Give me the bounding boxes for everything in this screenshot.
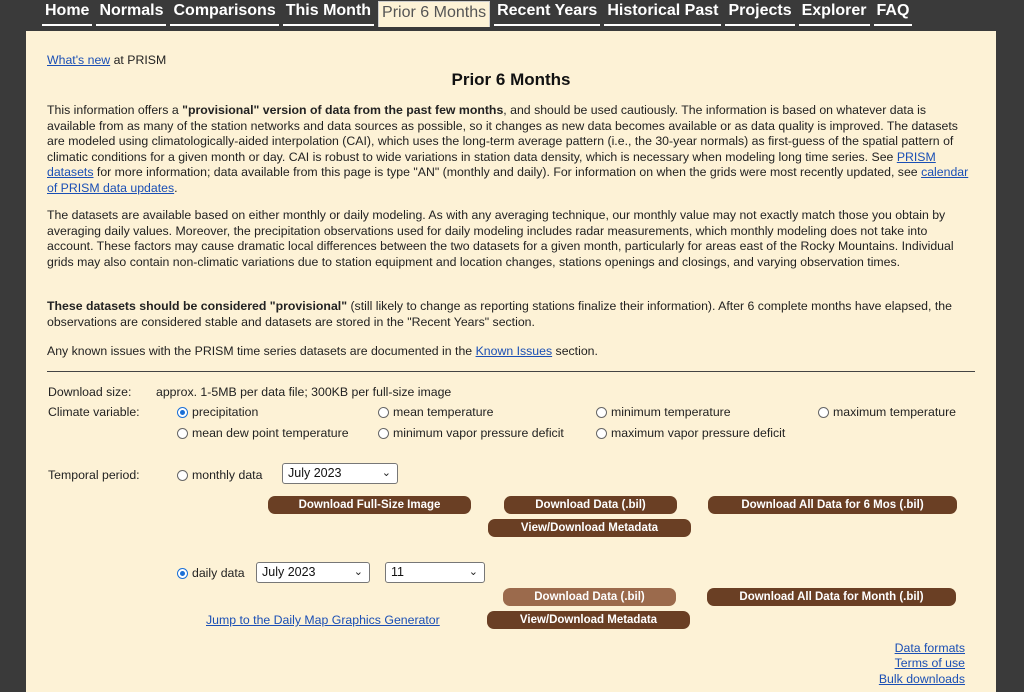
temporal-period-label: Temporal period: <box>48 468 140 482</box>
radio-monthly-data[interactable] <box>177 468 262 482</box>
select-value: July 2023 <box>288 466 342 480</box>
provisional-bold: These datasets should be considered "provisional" <box>47 299 348 313</box>
radio-label: daily data <box>192 566 245 580</box>
known-issues-text-1: Any known issues with the PRISM time series datasets are documented in the <box>47 344 476 358</box>
radio-dot-selected[interactable] <box>177 568 188 579</box>
radio-daily-data[interactable] <box>177 566 245 580</box>
download-all-6-mos-button[interactable]: Download All Data for 6 Mos (.bil) <box>708 496 957 514</box>
daily-map-generator-link[interactable]: Jump to the Daily Map Graphics Generator <box>206 613 440 627</box>
intro-text-4: . <box>174 180 178 195</box>
download-size-value: approx. 1-5MB per data file; 300KB per full-size image <box>156 385 452 399</box>
radio-label: mean temperature <box>393 405 494 419</box>
radio-mean-dew-point[interactable] <box>177 426 349 440</box>
radio-label: minimum temperature <box>611 405 731 419</box>
download-all-month-button[interactable]: Download All Data for Month (.bil) <box>707 588 956 606</box>
tab-projects[interactable]: Projects <box>725 0 794 26</box>
modeling-paragraph: The datasets are available based on either monthly or daily modeling. As with any averaging technique, our monthly value may not exactly match those you obtain by averaging daily values. Moreover, the precipitation observations used for daily modeling includes radar measurements, which monthly modeling does not take into account. These factors may cause dramatic local differences between the two datasets for a given month, particularly for areas east of the Rocky Mountains. Individual grids may also contain non-climatic variations due to station equipment and location changes, stations openings and closings, and varying observation times. <box>47 208 954 269</box>
radio-label: mean dew point temperature <box>192 426 349 440</box>
monthly-metadata-button[interactable]: View/Download Metadata <box>488 519 691 537</box>
radio-precipitation[interactable] <box>177 405 258 419</box>
monthly-month-select[interactable] <box>282 463 398 484</box>
provisional-paragraph <box>47 299 977 330</box>
radio-dot[interactable] <box>378 428 389 439</box>
tab-prior-6-months[interactable]: Prior 6 Months <box>378 1 490 27</box>
divider <box>47 371 975 372</box>
chevron-down-icon: ⌄ <box>353 566 363 578</box>
radio-max-vpd[interactable] <box>596 426 785 440</box>
top-nav-tabs <box>42 0 982 30</box>
intro-text-3: for more information; data available from this page is type "AN" (monthly and daily). For information on when the grids were most recently updated, see <box>93 165 922 179</box>
whats-new-line <box>47 53 166 67</box>
tab-this-month[interactable]: This Month <box>283 0 374 26</box>
chevron-down-icon: ⌄ <box>468 566 478 578</box>
download-full-size-image-button[interactable]: Download Full-Size Image <box>268 496 471 514</box>
radio-minimum-temperature[interactable] <box>596 405 731 419</box>
page-title: Prior 6 Months <box>451 70 571 89</box>
radio-label: maximum vapor pressure deficit <box>611 426 786 440</box>
intro-paragraph <box>47 103 977 196</box>
daily-day-select[interactable] <box>385 562 485 583</box>
intro-text-2: , and should be used cautiously. The information is based on whatever data is available from as many of the station networks and data sources as possible, so it changes as new data becomes available or as data quality is improved. The datasets are modeled using climatologically-aided interpolation (CAI), which uses the long-term average pattern (i.e., the 30-year normals) as first-guess of the spatial pattern of climatic conditions for a given month or day. CAI is robust to wide variations in station data density, which is necessary when modeling long time series. See <box>47 103 958 164</box>
radio-dot[interactable] <box>378 407 389 418</box>
tab-faq[interactable]: FAQ <box>874 0 913 26</box>
whats-new-suffix: at PRISM <box>110 53 167 67</box>
known-issues-paragraph <box>47 344 977 360</box>
terms-of-use-link[interactable]: Terms of use <box>894 656 965 670</box>
radio-dot[interactable] <box>596 407 607 418</box>
radio-dot[interactable] <box>177 470 188 481</box>
radio-dot[interactable] <box>177 428 188 439</box>
data-formats-link[interactable]: Data formats <box>894 641 965 655</box>
tab-recent-years[interactable]: Recent Years <box>494 0 600 26</box>
calendar-updates-link[interactable]: calendar of PRISM data updates <box>47 165 969 195</box>
daily-download-data-button[interactable]: Download Data (.bil) <box>503 588 676 606</box>
provisional-text: (still likely to change as reporting stations finalize their information). After 6 complete months have elapsed, the observations are considered stable and datasets are stored in the "Recent Years" section. <box>47 299 952 329</box>
download-size-label: Download size: <box>48 385 132 399</box>
top-nav <box>0 0 1024 30</box>
content-panel <box>26 31 996 692</box>
radio-maximum-temperature[interactable] <box>818 405 956 419</box>
radio-label: precipitation <box>192 405 259 419</box>
known-issues-link[interactable]: Known Issues <box>475 344 553 358</box>
climate-variable-label: Climate variable: <box>48 405 140 419</box>
tab-explorer[interactable]: Explorer <box>799 0 870 26</box>
daily-metadata-button[interactable]: View/Download Metadata <box>487 611 690 629</box>
daily-month-select[interactable] <box>256 562 370 583</box>
radio-dot[interactable] <box>596 428 607 439</box>
tab-historical-past[interactable]: Historical Past <box>604 0 721 26</box>
prism-datasets-link[interactable]: PRISM datasets <box>47 149 936 179</box>
radio-dot[interactable] <box>818 407 829 418</box>
intro-bold: "provisional" version of data from the past few months <box>182 103 504 117</box>
known-issues-text-2: section. <box>552 344 598 358</box>
select-value: 11 <box>391 565 404 579</box>
tab-normals[interactable]: Normals <box>96 0 166 26</box>
intro-text-1: This information offers a <box>47 103 183 117</box>
radio-min-vpd[interactable] <box>378 426 564 440</box>
whats-new-link[interactable]: What's new <box>47 53 111 67</box>
bulk-downloads-link[interactable]: Bulk downloads <box>878 672 965 686</box>
monthly-download-data-button[interactable]: Download Data (.bil) <box>504 496 677 514</box>
select-value: July 2023 <box>262 565 316 579</box>
radio-label: minimum vapor pressure deficit <box>393 426 564 440</box>
radio-mean-temperature[interactable] <box>378 405 493 419</box>
tab-home[interactable]: Home <box>42 0 92 26</box>
radio-label: maximum temperature <box>833 405 957 419</box>
radio-dot-selected[interactable] <box>177 407 188 418</box>
chevron-down-icon: ⌄ <box>381 467 391 479</box>
tab-comparisons[interactable]: Comparisons <box>170 0 278 26</box>
radio-label: monthly data <box>192 468 263 482</box>
